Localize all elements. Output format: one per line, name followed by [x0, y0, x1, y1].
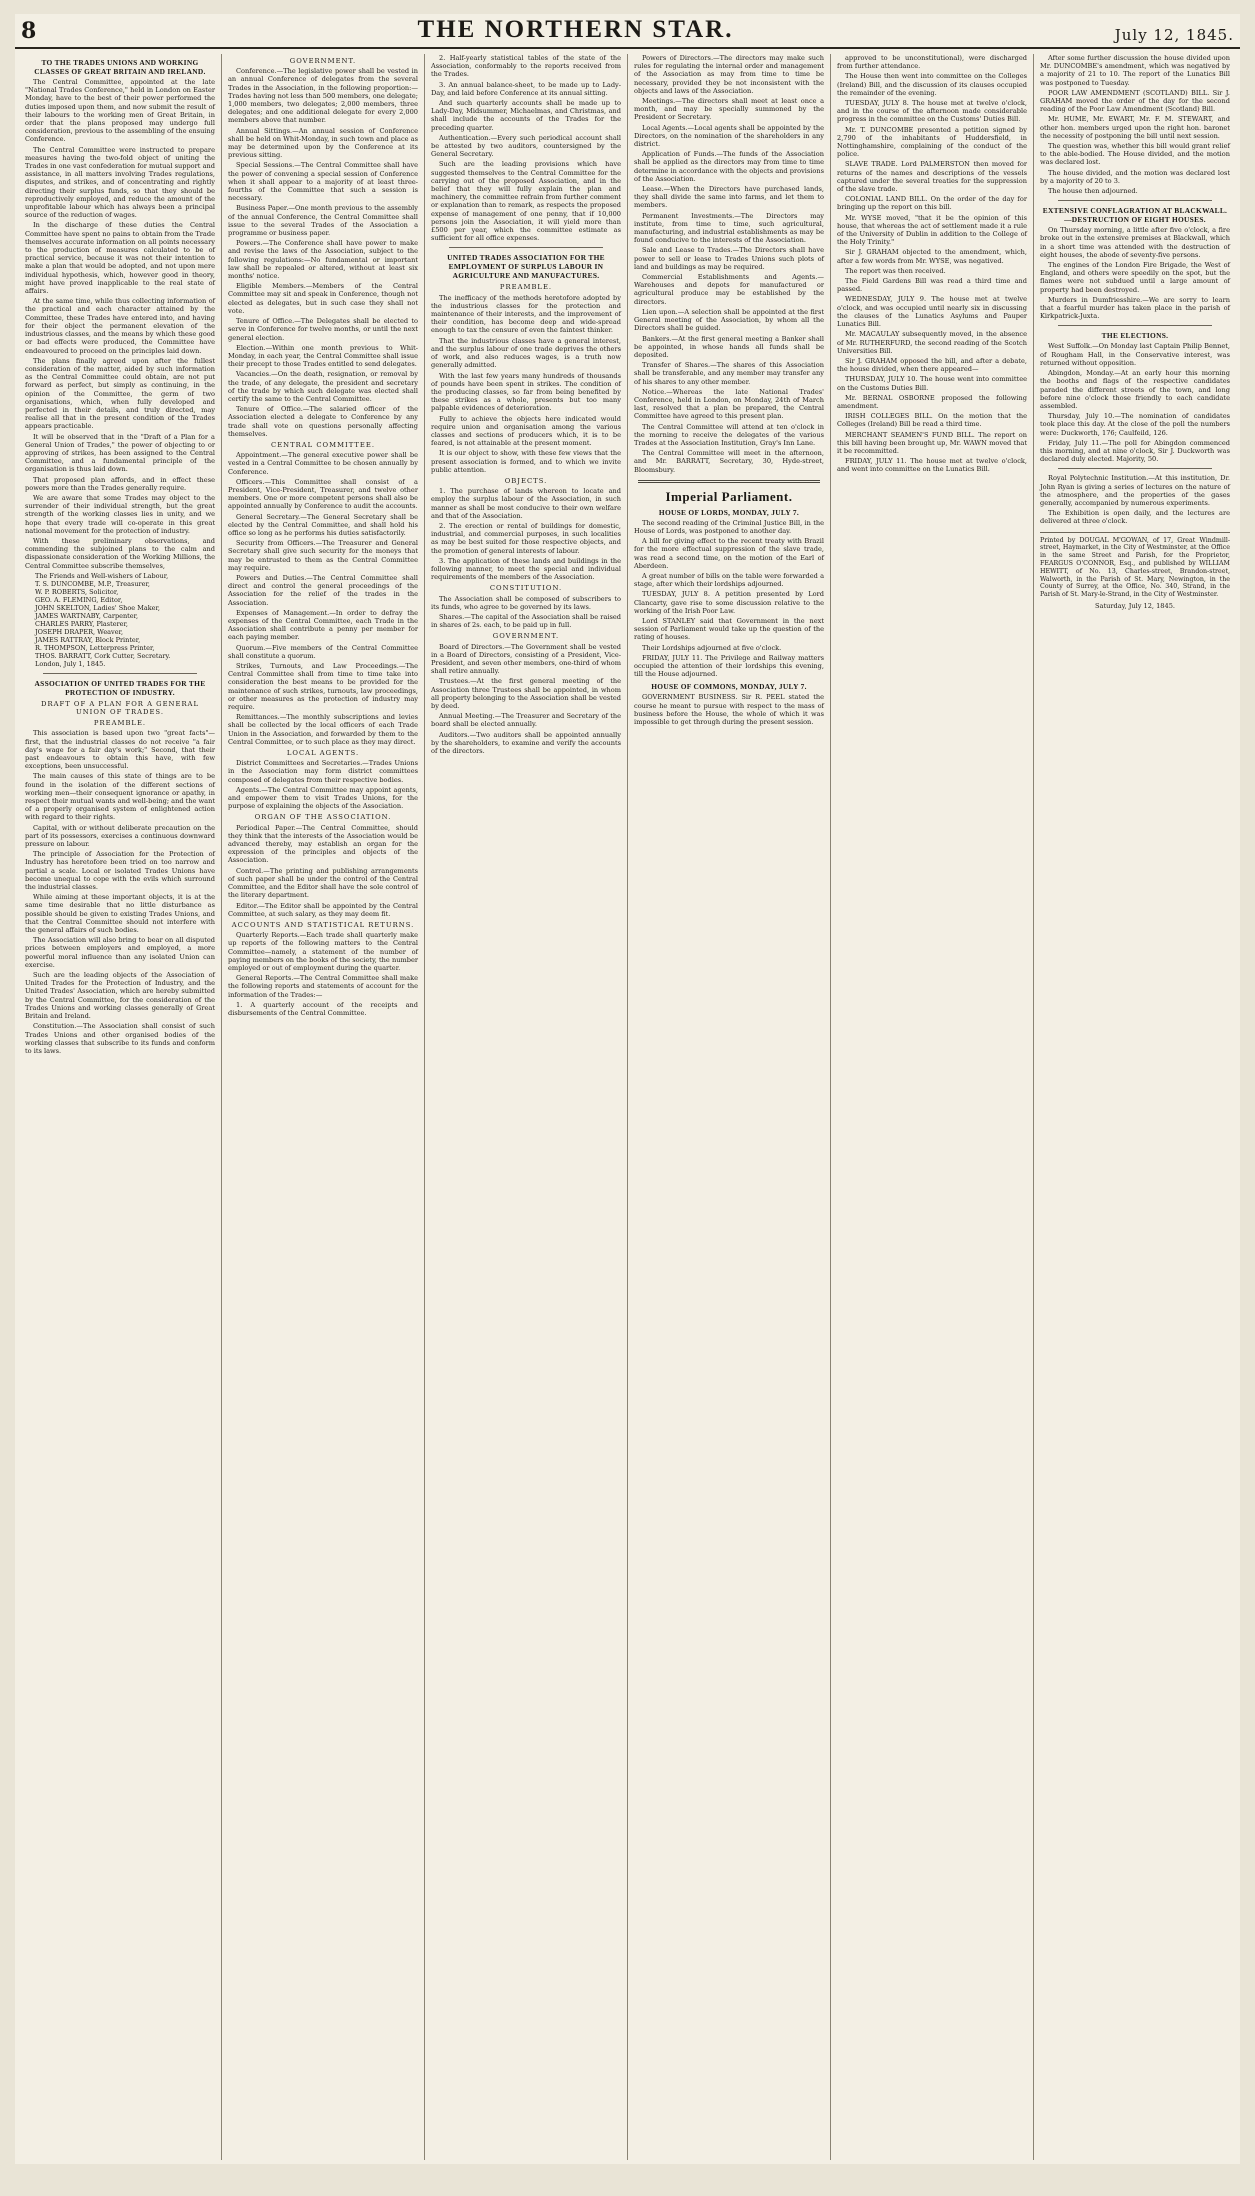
- commons-continued: [837, 54, 1027, 474]
- paragraph: The house then adjourned.: [1048, 187, 1138, 196]
- paragraph: The Central Committee will attend at ten o'clock in the morning to receive the delegates of the various Trades at the Association Institution, Gray's Inn Lane.: [634, 422, 824, 447]
- organ-body: [228, 824, 418, 918]
- section-central-committee: CENTRAL COMMITTEE.: [271, 440, 375, 449]
- paragraph: On Thursday morning, a little after five o'clock, a fire broke out in the extensive premises at Blackwall, which in a short time was attended with the destruction of eight houses, the abode of seventy-five persons.: [1040, 226, 1230, 259]
- paragraph: Permanent Investments.—The Directors may institute, from time to time, such agricultural, manufacturing, and industrial establishments as may be found conducive to the interests of the Association.: [634, 211, 824, 245]
- preamble-body: [431, 294, 621, 474]
- paragraph: WEDNESDAY, JULY 9. The house met at twelve o'clock, and was occupied until nearly six in discussing the clauses of the Lunatics Asylums and Pauper Lunatics Bill.: [837, 295, 1027, 329]
- paragraph: The Field Gardens Bill was read a third time and passed.: [837, 277, 1027, 294]
- elections-heading: THE ELECTIONS.: [1101, 331, 1169, 341]
- association-heading: ASSOCIATION OF UNITED TRADES FOR THE PROTECTION OF INDUSTRY.: [34, 678, 206, 697]
- accounts-continued: [431, 54, 621, 242]
- paragraph: It will be observed that in the "Draft of a Plan for a General Union of Trades," the power of objecting to or approving of strikes, has been assigned to the Central Committee, and a fundamental principle of the organisation is thus laid down.: [25, 432, 215, 474]
- paragraph: Mr. MACAULAY subsequently moved, in the absence of Mr. RUTHERFURD, the second reading of the Scotch Universities Bill.: [837, 330, 1027, 355]
- printer-imprint: [1040, 532, 1230, 611]
- paragraph: A great number of bills on the table were forwarded a stage, after which their lordships adjourned.: [634, 571, 824, 589]
- paragraph: Authentication.—Every such periodical account shall be attested by two auditors, countersigned by the General Secretary.: [431, 133, 621, 159]
- paragraph: TUESDAY, JULY 8. The house met at twelve o'clock, and in the course of the afternoon made considerable progress in the committee on the Customs' Duties Bill.: [837, 99, 1027, 124]
- paragraph: Election.—Within one month previous to Whit-Monday, in each year, the Central Committee shall issue their precept to those Trades entitled to send delegates.: [228, 343, 418, 369]
- column-1: [19, 54, 221, 2160]
- columns: [19, 54, 1236, 2160]
- directors-body: [634, 54, 824, 474]
- paragraph: Meetings.—The directors shall meet at least once a month, and may be specially summoned by the President or Secretary.: [634, 97, 824, 122]
- newspaper-title: THE NORTHERN STAR.: [417, 16, 734, 43]
- paragraph: POOR LAW AMENDMENT (SCOTLAND) BILL. Sir J. GRAHAM moved the order of the day for the second reading of the Poor Law Amendment (Scotland) Bill.: [1040, 88, 1230, 114]
- section-government: GOVERNMENT.: [492, 632, 560, 641]
- section-accounts: ACCOUNTS AND STATISTICAL RETURNS.: [231, 920, 415, 929]
- paragraph: Business Paper.—One month previous to the assembly of the annual Conference, the Central Committee shall issue to the several Trades of the Association a programme or business paper.: [228, 204, 418, 238]
- paragraph: Thursday, July 10.—The nomination of candidates took place this day. At the close of the poll the numbers were: Duckworth, 176; Caulfeild, 126.: [1040, 412, 1230, 437]
- paragraph: A bill for giving effect to the recent treaty with Brazil for the more effectual suppression of the slave trade, was read a second time, on the motion of the Earl of Aberdeen.: [634, 537, 824, 570]
- paragraph: approved to be unconstitutional), were discharged from further attendance.: [837, 54, 1027, 71]
- paragraph: Constitution.—The Association shall consist of such Trades Unions and other organised bodies of the working classes that subscribe to its funds and conform to its laws.: [25, 1022, 215, 1055]
- paragraph: Application of Funds.—The funds of the Association shall be applied as the directors may from time to time determine in accordance with the objects and provisions of the Association.: [634, 150, 824, 183]
- paragraph: The principle of Association for the Protection of Industry has heretofore been tried on too narrow and partial a scale. Local or isolated Trades Unions have become unequal to cope with the evils which surround the industrial classes.: [25, 850, 215, 892]
- divider: [1058, 200, 1212, 201]
- paragraph: Sir J. GRAHAM opposed the bill, and after a debate, the house divided, when there appeared—: [837, 356, 1027, 374]
- section-organ: ORGAN OF THE ASSOCIATION.: [254, 813, 392, 822]
- paragraph: Bankers.—At the first general meeting a Banker shall be appointed, in whose hands all funds shall be deposited.: [634, 334, 824, 359]
- paragraph: TUESDAY, JULY 8. A petition presented by Lord Clancarty, gave rise to some discussion relative to the working of the Irish Poor Law.: [634, 590, 824, 615]
- conflagration-body: [1040, 226, 1230, 320]
- paragraph: West Suffolk.—On Monday last Captain Philip Bennet, of Rougham Hall, in the Conservative interest, was returned without opposition.: [1040, 342, 1230, 367]
- paragraph: Strikes, Turnouts, and Law Proceedings.—The Central Committee shall from time to time take into consideration the best means to be provided for the maintenance of such strikes, turnouts, law proceedings, or other measures as the protection of industry may require.: [228, 662, 418, 712]
- double-rule: [638, 480, 820, 483]
- paragraph: Lien upon.—A selection shall be appointed at the first General meeting of the Association, by whom all the Directors shall be guided.: [634, 307, 824, 333]
- paragraph: Murders in Dumfriesshire.—We are sorry to learn that a fearful murder has taken place in the parish of Kirkpatrick-Juxta.: [1040, 295, 1230, 321]
- paragraph: Their Lordships adjourned at five o'clock.: [642, 643, 782, 652]
- paragraph: FRIDAY, JULY 11. The house met at twelve o'clock, and went into committee on the Lunatics Bill.: [837, 457, 1027, 474]
- paragraph: Periodical Paper.—The Central Committee, should they think that the interests of the Association would be advanced thereby, may establish an organ for the expression of the principles and objects of the Association.: [228, 823, 418, 865]
- paragraph: Powers of Directors.—The directors may make such rules for regulating the internal order and management of the Association as may from time to time be necessary, provided they be not inconsistent with the objects and laws of the Association.: [634, 54, 824, 95]
- signatories: The Friends and Well-wishers of Labour, T. S. DUNCOMBE, M.P., Treasurer, W. P. ROBERTS, Solicitor, GEO. A. FLEMING, Editor, JOHN SKELTON, Ladies' Shoe Maker, JAMES WARTNABY, Carpenter, CHARLES PARRY, Plasterer, JOSEPH DRAPER, Weaver, JAMES RATTRAY, Block Printer, R. THOMPSON, Letterpress Printer, THOS. BARRATT, Cork Cutter, Secretary. London, July 1, 1845.: [35, 571, 171, 668]
- paragraph: Tenure of Office.—The salaried officer of the Association elected a delegate to Conference by any trade shall vote on questions personally affecting themselves.: [228, 405, 418, 438]
- objects-body: [431, 487, 621, 581]
- paragraph: COLONIAL LAND BILL. On the order of the day for bringing up the report on this bill.: [837, 195, 1027, 212]
- paragraph: Royal Polytechnic Institution.—At this institution, Dr. John Ryan is giving a series of lectures on the nature of the atmosphere, and the properties of the gases generally, accompanied by numerous experiments.: [1040, 474, 1230, 507]
- paragraph: Auditors.—Two auditors shall be appointed annually by the shareholders, to examine and verify the accounts of the directors.: [431, 730, 621, 756]
- column-4: [627, 54, 830, 2160]
- paragraph: Notice.—Whereas the late National Trades' Conference, held in London, on Monday, 24th of March last, resolved that a plan be prepared, the Central Committee have agreed to this present plan.: [634, 387, 824, 421]
- masthead: [15, 14, 1240, 49]
- section-objects: OBJECTS.: [504, 476, 548, 485]
- paragraph: While aiming at these important objects, it is at the same time desirable that no little disturbance as possible should be given to existing Trades Unions, and that the Central Committee should not interfere with the general affairs of such bodies.: [25, 893, 215, 935]
- paragraph: Sir J. GRAHAM objected to the amendment, which, after a few words from Mr. WYSE, was negatived.: [837, 248, 1027, 265]
- paragraph: Powers and Duties.—The Central Committee shall direct and control the general proceedings of the Association for the relief of the trades in the Association.: [228, 573, 418, 607]
- paragraph: Lord STANLEY said that Government in the next session of Parliament would take up the question of the rating of houses.: [634, 616, 824, 642]
- paragraph: With these preliminary observations, and commending the subjoined plans to the calm and dispassionate consideration of the Working Millions, the Central Committee subscribe themselves,: [25, 536, 215, 570]
- paragraph: SLAVE TRADE. Lord PALMERSTON then moved for returns of the names and descriptions of the vessels captured under the several treaties for the suppression of the slave trade.: [837, 160, 1027, 194]
- paragraph: Board of Directors.—The Government shall be vested in a Board of Directors, consisting of a President, Vice-President, and seven other members, one-third of whom shall retire annually.: [431, 642, 621, 676]
- paragraph: 3. The application of these lands and buildings in the following manner, to meet the special and individual requirements of the members of the Association.: [431, 556, 621, 582]
- paragraph: The inefficacy of the methods heretofore adopted by the industrious classes for the protection and maintenance of their interests, and the improvement of their condition, has become deep and wide-spread enough to tax the censure of even the faintest thinker.: [431, 293, 621, 335]
- paragraph: The Central Committee, appointed at the late "National Trades Conference," held in London on Easter Monday, have to the best of their power performed the duties imposed upon them, and now submit the result of their labours to the working men of Great Britain, in order that the plans proposed may undergo full consideration, previous to the assembling of the ensuing Conference.: [25, 78, 215, 144]
- paragraph: That the industrious classes have a general interest, and the surplus labour of one trade deprives the others of work, and also reduces wages, is a truth now generally admitted.: [431, 336, 621, 370]
- paragraph: MERCHANT SEAMEN'S FUND BILL. The report on this bill having been brought up, Mr. WAWN moved that it be recommitted.: [837, 430, 1027, 455]
- paragraph: General Reports.—The Central Committee shall make the following reports and statements of account for the information of the Trades:—: [228, 974, 418, 999]
- polytechnic-body: [1040, 474, 1230, 525]
- paragraph: FRIDAY, JULY 11. The Privilege and Railway matters occupied the attention of their lordships this evening, till the House adjourned.: [634, 653, 824, 679]
- elections-body: [1040, 342, 1230, 463]
- paragraph: That proposed plan affords, and in effect these powers more than the Trades generally require.: [25, 475, 215, 492]
- issue-date: July 12, 1845.: [1114, 26, 1234, 44]
- house-of-commons-heading: HOUSE OF COMMONS, MONDAY, JULY 7.: [651, 682, 807, 692]
- accounts-body: [228, 931, 418, 1017]
- paragraph: 2. The erection or rental of buildings for domestic, industrial, and commercial purposes, in such localities as may be best suited for those respective objects, and the promotion of general interests of labour.: [431, 521, 621, 555]
- section-local-agents: LOCAL AGENTS.: [286, 749, 360, 758]
- column-5: [830, 54, 1033, 2160]
- paragraph: Conference.—The legislative power shall be vested in an annual Conference of delegates from the several Trades in the Association, in the following proportion:—Trades having not less than 500 members, one delegate; 1,000 members, two delegates; 2,000 members, three delegates; and one additional delegate for every 2,000 members above that number.: [228, 67, 418, 125]
- paragraph: And such quarterly accounts shall be made up to Lady-Day, Midsummer, Michaelmas, and Christmas, and shall include the accounts of the Trades for the preceding quarter.: [431, 99, 621, 132]
- paragraph: The Association will also bring to bear on all disputed prices between employers and employed, a more powerful moral influence than any isolated Union can exercise.: [25, 936, 215, 969]
- address-body: [25, 78, 215, 570]
- preamble-label: PREAMBLE.: [499, 283, 553, 292]
- paragraph: Mr. BERNAL OSBORNE proposed the following amendment.: [837, 393, 1027, 410]
- commons-body: [634, 693, 824, 726]
- paragraph: Quorum.—Five members of the Central Committee shall constitute a quorum.: [228, 643, 418, 660]
- paragraph: Control.—The printing and publishing arrangements of such paper shall be under the control of the Central Committee, and the Editor shall have the sole control of the literary department.: [228, 866, 418, 900]
- paragraph: Such are the leading objects of the Association of United Trades for the Protection of Industry, and the United Trades' Association, which are hereby submitted by the Central Committee, for the consideration of the Trades Unions and working classes generally of Great Britain and Ireland.: [25, 971, 215, 1021]
- paragraph: Fully to achieve the objects here indicated would require union and organisation among the various classes and sections of producers which, it is to be feared, is not attainable at the present moment.: [431, 414, 621, 448]
- paragraph: The House then went into committee on the Colleges (Ireland) Bill, and the discussion of its clauses occupied the remainder of the evening.: [837, 72, 1027, 97]
- column-6: [1033, 54, 1236, 2160]
- imperial-parliament-heading: Imperial Parliament.: [665, 488, 793, 504]
- paragraph: The question was, whether this bill would grant relief to the able-bodied. The House divided, and the motion was declared lost.: [1040, 142, 1230, 167]
- paragraph: Sale and Lease to Trades.—The Directors shall have power to sell or lease to Trades Unions such plots of land and buildings as may be required.: [634, 246, 824, 271]
- paragraph: The Central Committee were instructed to prepare measures having the two-fold object of uniting the Trades in one vast confederation for mutual support and assistance, in all matters involving Trades regulations, disputes, and strikes, and of concentrating and rightly directing their surplus funds, so that they should be reproductively employed, and reduce the amount of the unprofitable labour which has always been a principal source of the reduction of wages.: [25, 145, 215, 220]
- newspaper-page: [15, 14, 1240, 2164]
- paragraph: After some further discussion the house divided upon Mr. DUNCOMBE's amendment, which was negatived by a majority of 21 to 10. The report of the Lunatics Bill was postponed to Tuesday.: [1040, 54, 1230, 87]
- paragraph: Mr. HUME, Mr. EWART, Mr. F. M. STEWART, and other hon. members urged upon the right hon. baronet the necessity of postponing the bill until next session.: [1040, 115, 1230, 140]
- paragraph: District Committees and Secretaries.—Trades Unions in the Association may form district committees composed of delegates from their respective bodies.: [228, 759, 418, 784]
- column-2: [221, 54, 424, 2160]
- preamble-label: PREAMBLE.: [93, 719, 147, 728]
- paragraph: Special Sessions.—The Central Committee shall have the power of convening a special session of Conference when it shall appear to a majority of at least three-fourths of the Committee that such a session is necessary.: [228, 161, 418, 203]
- paragraph: THURSDAY, JULY 10. The house went into committee on the Customs Duties Bill.: [837, 375, 1027, 392]
- divider: [1058, 468, 1212, 469]
- paragraph: Abingdon, Monday.—At an early hour this morning the booths and flags of the respective candidates paraded the different streets of the town, and long before nine o'clock those friendly to each candidate assembled.: [1040, 369, 1230, 410]
- column-3: [424, 54, 627, 2160]
- committee-body: [228, 451, 418, 746]
- lords-body: [634, 519, 824, 679]
- paragraph: At the same time, while thus collecting information of the practical and each character attained by the Committee, these Trades have entered into, and having for their object the permanent elevation of the industrious classes, and the means by which these good or bad effects were produced, the Committee have endeavoured to proceed on the principles laid down.: [25, 297, 215, 355]
- paragraph: Mr. WYSE moved, "that it be the opinion of this house, that whereas the act of settlement made it a rule of the University of Dublin in addition to the College of the Holy Trinity.": [837, 213, 1027, 247]
- section-government: GOVERNMENT.: [289, 57, 357, 65]
- paragraph: Powers.—The Conference shall have power to make and revise the laws of the Association, subject to the following regulations:—No fundamental or important law shall be repealed or altered, without at least six months' notice.: [228, 239, 418, 281]
- paragraph: Local Agents.—Local agents shall be appointed by the Directors, on the nomination of the shareholders in any district.: [634, 123, 824, 149]
- paragraph: Annual Meeting.—The Treasurer and Secretary of the board shall be elected annually.: [431, 712, 621, 729]
- paragraph: Appointment.—The general executive power shall be vested in a Central Committee to be chosen annually by Conference.: [228, 451, 418, 476]
- paragraph: Transfer of Shares.—The shares of this Association shall be transferable, and any member may transfer any of his shares to any other member.: [634, 361, 824, 386]
- house-of-lords-heading: HOUSE OF LORDS, MONDAY, JULY 7.: [658, 507, 800, 517]
- address-heading: TO THE TRADES UNIONS AND WORKING CLASSES OF GREAT BRITAIN AND IRELAND.: [34, 58, 206, 76]
- conflagration-heading: EXTENSIVE CONFLAGRATION AT BLACKWALL.—DESTRUCTION OF EIGHT HOUSES.: [1042, 206, 1228, 225]
- paragraph: Agents.—The Central Committee may appoint agents, and empower them to visit Trades Unions, for the purpose of explaining the objects of the Association.: [228, 785, 418, 811]
- paragraph: Annual Sittings.—An annual session of Conference shall be held on Whit-Monday, in such town and place as may be determined upon by the Conference at its previous sitting.: [228, 126, 418, 160]
- commons-final: [1040, 54, 1230, 195]
- paragraph: GOVERNMENT BUSINESS. Sir R. PEEL stated the course he meant to pursue with respect to the mass of business before the House, the whole of which it was impossible to get through during the present session.: [634, 693, 824, 727]
- paragraph: Capital, with or without deliberate precaution on the part of its possessors, exercises a continuous downward pressure on labour.: [25, 823, 215, 849]
- united-trades-heading: UNITED TRADES ASSOCIATION FOR THE EMPLOYMENT OF SURPLUS LABOUR IN AGRICULTURE AND MANUFACTURES.: [447, 253, 605, 281]
- page-number: 8: [21, 18, 37, 44]
- paragraph: 3. An annual balance-sheet, to be made up to Lady-Day, and laid before Conference at its annual sitting.: [431, 80, 621, 97]
- paragraph: Security from Officers.—The Treasurer and General Secretary shall give such security for the moneys that may be entrusted to them as the Central Committee may require.: [228, 539, 418, 572]
- paragraph: In the discharge of these duties the Central Committee have spent no pains to obtain from the Trade themselves accurate information on all points necessary to the production of measures calculated to be of practical service, because it was not their intention to make a plan that would be adopted, and not upon mere individual hypothesis, which, however good in theory, might have proved inapplicable to the real state of affairs.: [25, 221, 215, 296]
- paragraph: Eligible Members.—Members of the Central Committee may sit and speak in Conference, though not elected as delegates, but in such case they shall not vote.: [228, 282, 418, 315]
- paragraph: Vacancies.—On the death, resignation, or removal by the trade, of any delegate, the president and secretary of the trade by which such delegate was elected shall certify the same to the Central Committee.: [228, 370, 418, 403]
- section-constitution: CONSTITUTION.: [489, 584, 563, 593]
- paragraph: We are aware that some Trades may object to the surrender of their individual strength, but the great strength of the working classes lies in unity, and we hope that every trade will co-operate in this great national movement for the protection of industry.: [25, 493, 215, 535]
- paragraph: The engines of the London Fire Brigade, the West of England, and others were speedily on the spot, but the flames were not subdued until a large amount of property had been destroyed.: [1040, 261, 1230, 294]
- agents-body: [228, 759, 418, 810]
- paragraph: The Exhibition is open daily, and the lectures are delivered at three o'clock.: [1040, 509, 1230, 526]
- paragraph: The Association shall be composed of subscribers to its funds, who agree to be governed by its laws.: [431, 594, 621, 611]
- paragraph: Friday, July 11.—The poll for Abingdon commenced this morning, and at nine o'clock, Sir J. Duckworth was declared duly elected. Majority, 50.: [1040, 438, 1230, 464]
- paragraph: IRISH COLLEGES BILL. On the motion that the Colleges (Ireland) Bill be read a third time.: [837, 412, 1027, 429]
- paragraph: It is our object to show, with these few views that the present association is formed, and to which we invite public attention.: [431, 449, 621, 474]
- divider: [1058, 325, 1212, 326]
- paragraph: 1. A quarterly account of the receipts and disbursements of the Central Committee.: [228, 1000, 418, 1017]
- imprint-text: Printed by DOUGAL M'GOWAN, of 17, Great Windmill-street, Haymarket, in the City of Westminster, at the Office in the same Street and Parish, for the Proprietor, FEARGUS O'CONNOR, Esq., and published by WILLIAM HEWITT, of No. 13, Charles-street, Brandon-street, Walworth, in the Parish of St. Mary, Newington, in the County of Surrey, at the Office, No. 340, Strand, in the Parish of St. Mary-le-Strand, in the City of Westminster.: [1040, 536, 1230, 599]
- paragraph: Trustees.—At the first general meeting of the Association three Trustees shall be appointed, in whom all property belonging to the Association shall be vested by deed.: [431, 677, 621, 711]
- paragraph: The house divided, and the motion was declared lost by a majority of 20 to 3.: [1040, 168, 1230, 185]
- paragraph: The second reading of the Criminal Justice Bill, in the House of Lords, was postponed to another day.: [634, 518, 824, 535]
- paragraph: Tenure of Office.—The Delegates shall be elected to serve in Conference for twelve months, or until the next general election.: [228, 317, 418, 342]
- government-body: [228, 67, 418, 438]
- paragraph: Commercial Establishments and Agents.—Warehouses and depots for manufactured or agricultural produce may be established by the directors.: [634, 273, 824, 306]
- imprint-date: Saturday, July 12, 1845.: [1095, 601, 1175, 610]
- paragraph: Such are the leading provisions which have suggested themselves to the Central Committee for the carrying out of the proposed Association, and in the belief that they will fully explain the plan and machinery, the committee refrain from further comment or explanation than to remark, as respects the proposed expense of management of one penny, that if 10,000 persons join the Association, it will yield more than £500 per year, which the committee estimate as sufficient for all office expenses.: [431, 160, 621, 243]
- paragraph: Mr. T. DUNCOMBE presented a petition signed by 2,790 of the inhabitants of Huddersfield, in Nottinghamshire, complaining of the conduct of the police.: [837, 125, 1027, 159]
- paragraph: Lease.—When the Directors have purchased lands, they shall divide the same into farms, and let them to members.: [634, 185, 824, 210]
- paragraph: 1. The purchase of lands whereon to locate and employ the surplus labour of the Association, in such manner as shall be most conducive to their own welfare and that of the Association.: [431, 487, 621, 520]
- paragraph: The report was then received.: [845, 266, 946, 275]
- paragraph: Quarterly Reports.—Each trade shall quarterly make up reports of the following matters to the Central Committee—namely, a statement of the number of paying members on the books of the society, the number employed or out of employment during the quarter.: [228, 931, 418, 972]
- paragraph: Officers.—This Committee shall consist of a President, Vice-President, Treasurer, and twelve other members. One or more competent persons shall also be appointed annually by Conference to audit the accounts.: [228, 477, 418, 511]
- paragraph: General Secretary.—The General Secretary shall be elected by the Central Committee, and shall hold his office so long as he performs his duties satisfactorily.: [228, 512, 418, 537]
- paragraph: Shares.—The capital of the Association shall be raised in shares of 2s. each, to be paid up in full.: [431, 612, 621, 630]
- divider: [449, 247, 603, 248]
- plan-subheading: DRAFT OF A PLAN FOR A GENERAL UNION OF TRADES.: [41, 699, 199, 716]
- paragraph: The main causes of this state of things are to be found in the isolation of the different sections of working men—their consequent ignorance or apathy, in respect their mutual wants and well-being; and the want of a properly organised system of enlightened action with regard to their rights.: [25, 772, 216, 822]
- government-body-2: [431, 643, 621, 756]
- paragraph: The plans finally agreed upon after the fullest consideration of the matter, aided by such information as the Central Committee could obtain, are not put forward as perfect, but simply as continuing, in the opinion of the Committee, the germ of two organisations, which, when fully developed and perfected in their details, and truly directed, may realise all that in the present condition of the Trades appears practicable.: [25, 356, 215, 431]
- paragraph: Remittances.—The monthly subscriptions and levies shall be collected by the local officers of each Trade Union in the Association, and forwarded by them to the Central Committee, or to such place as they may direct.: [228, 713, 418, 746]
- paragraph: The Central Committee will meet in the afternoon, and Mr. BARRATT, Secretary, 30, Hyde-street, Bloomsbury.: [634, 449, 824, 474]
- plan-body: [25, 729, 215, 1055]
- paragraph: With the last few years many hundreds of thousands of pounds have been spent in strikes. The condition of the producing classes, so far from being benefited by these strikes as a whole, presents but too many palpable evidences of deterioration.: [431, 371, 621, 413]
- paragraph: Editor.—The Editor shall be appointed by the Central Committee, at such salary, as they may deem fit.: [228, 901, 418, 918]
- divider: [43, 673, 197, 674]
- paragraph: Expenses of Management.—In order to defray the expenses of the Central Committee, each Trade in the Association shall contribute a penny per member for each paying member.: [228, 608, 418, 642]
- paragraph: 2. Half-yearly statistical tables of the state of the Association, conformably to the reports received from the Trades.: [431, 54, 621, 79]
- paragraph: This association is based upon two "great facts"—first, that the industrial classes do not receive "a fair day's wage for a fair day's work;" Second, that their past endeavours to obtain this have, with few exceptions, been unsuccessful.: [25, 729, 215, 771]
- constitution-body: [431, 595, 621, 630]
